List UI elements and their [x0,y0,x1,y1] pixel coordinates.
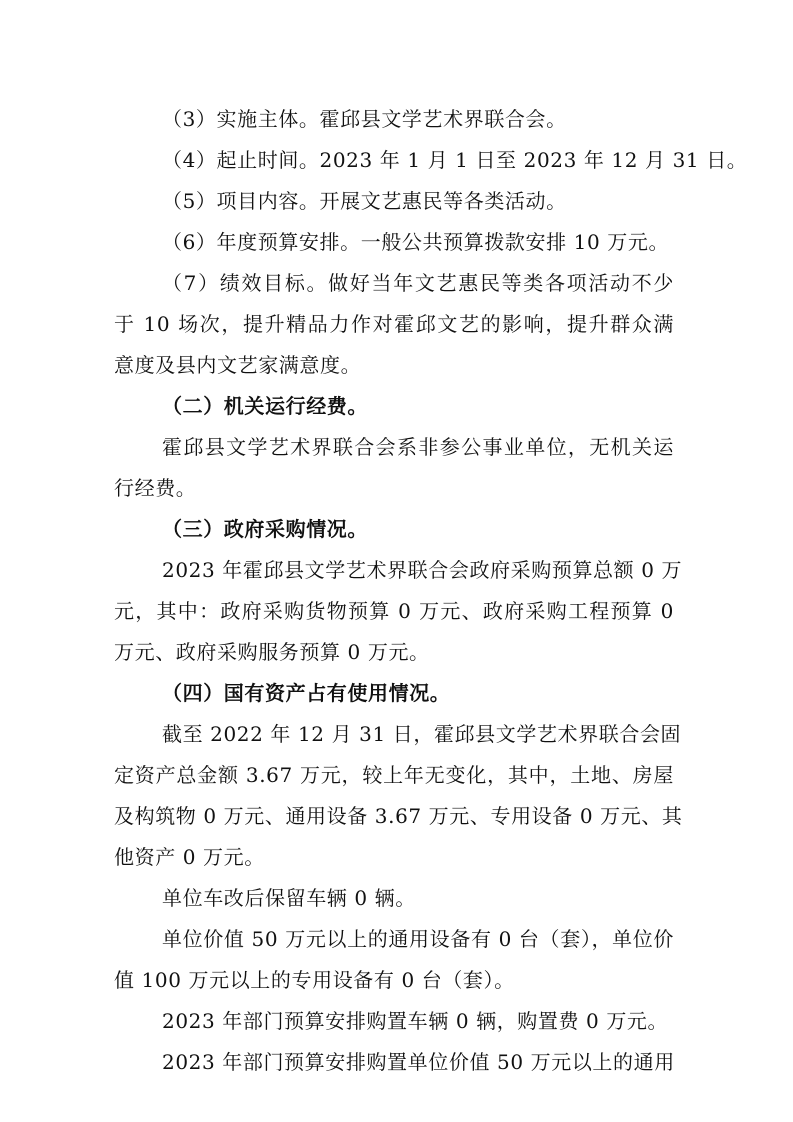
assets-line-2: 定资产总金额 3.67 万元，较上年无变化，其中，土地、房屋 [114,763,674,787]
section-heading-assets: （四）国有资产占有使用情况。 [162,681,451,705]
operating-costs-line-1: 霍邱县文学艺术界联合会系非参公事业单位，无机关运 [162,435,674,459]
item-6-budget: （6）年度预算安排。一般公共预算拨款安排 10 万元。 [162,230,670,254]
procurement-line-3: 万元、政府采购服务预算 0 万元。 [114,640,430,664]
equipment-line-1: 单位价值 50 万元以上的通用设备有 0 台（套），单位价 [162,927,674,951]
item-7-goal-line-1: （7）绩效目标。做好当年文艺惠民等类各项活动不少 [162,271,674,295]
item-4-period: （4）起止时间。2023 年 1 月 1 日至 2023 年 12 月 31 日。 [162,148,748,172]
equipment-line-2: 值 100 万元以上的专用设备有 0 台（套）。 [114,968,515,992]
assets-line-1: 截至 2022 年 12 月 31 日，霍邱县文学艺术界联合会固 [162,722,682,746]
vehicle-purchase-budget: 2023 年部门预算安排购置车辆 0 辆，购置费 0 万元。 [162,1009,669,1033]
operating-costs-line-2: 行经费。 [114,476,197,500]
vehicles-retained: 单位车改后保留车辆 0 辆。 [162,886,416,910]
item-3-implementer: （3）实施主体。霍邱县文学艺术界联合会。 [162,107,567,131]
item-5-content: （5）项目内容。开展文艺惠民等各类活动。 [162,189,567,213]
section-heading-operating-costs: （二）机关运行经费。 [162,394,368,418]
assets-line-3: 及构筑物 0 万元、通用设备 3.67 万元、专用设备 0 万元、其 [114,804,683,828]
item-7-goal-line-2: 于 10 场次，提升精品力作对霍邱文艺的影响，提升群众满 [114,312,674,336]
item-7-goal-line-3: 意度及县内文艺家满意度。 [114,353,362,377]
procurement-line-1: 2023 年霍邱县文学艺术界联合会政府采购预算总额 0 万 [162,558,683,582]
procurement-line-2: 元，其中：政府采购货物预算 0 万元、政府采购工程预算 0 [114,599,674,623]
assets-line-4: 他资产 0 万元。 [114,845,265,869]
equipment-purchase-budget: 2023 年部门预算安排购置单位价值 50 万元以上的通用 [162,1050,675,1074]
section-heading-procurement: （三）政府采购情况。 [162,517,368,541]
